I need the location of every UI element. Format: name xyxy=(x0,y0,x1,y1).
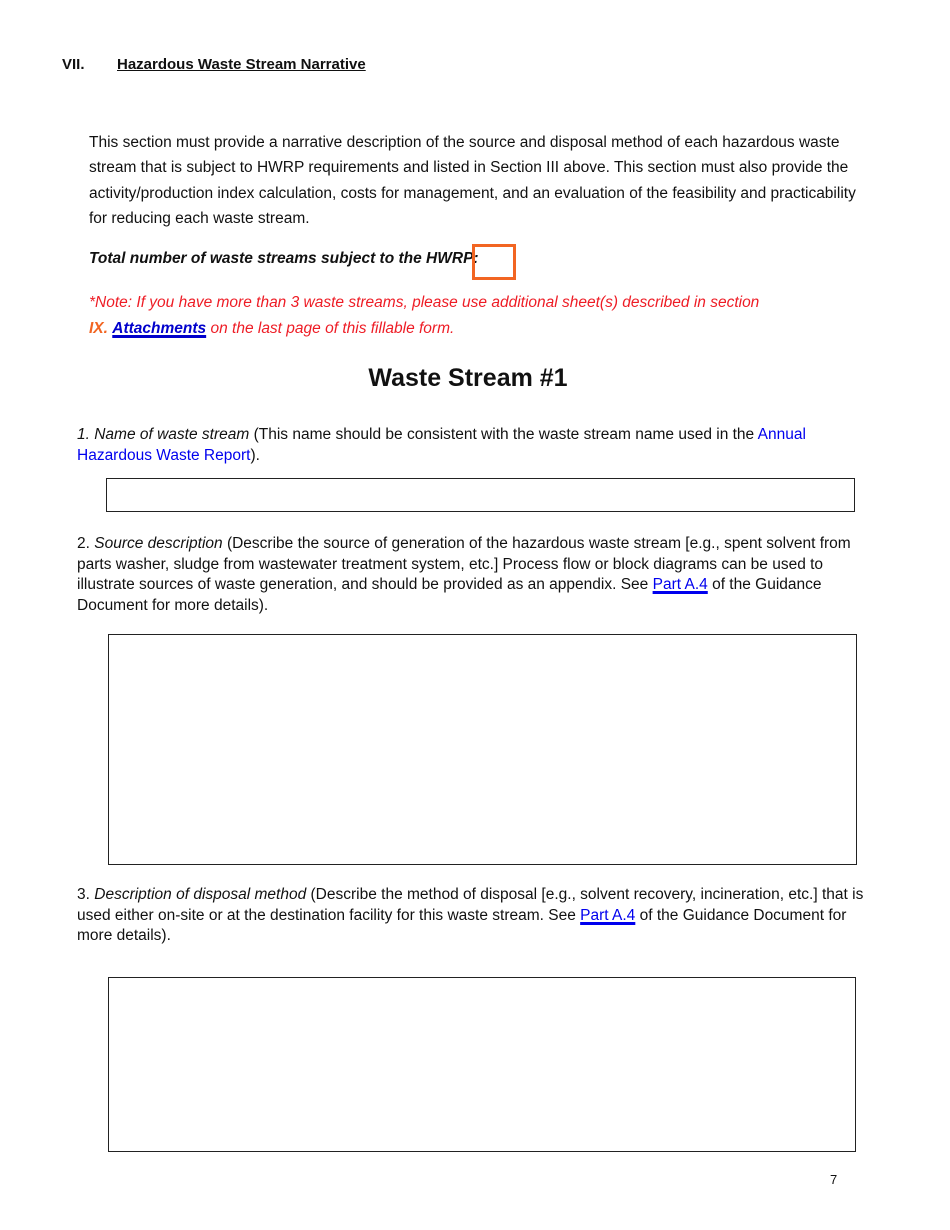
part-a4-link-1[interactable]: Part A.4 xyxy=(652,576,708,594)
section-title: Hazardous Waste Stream Narrative xyxy=(117,56,366,73)
waste-stream-title: Waste Stream #1 xyxy=(368,364,568,392)
note-text: *Note: If you have more than 3 waste streams, please use additional sheet(s) described in section xyxy=(89,294,760,311)
section-number: VII. xyxy=(62,56,85,73)
note-section-ref: IX. xyxy=(89,319,108,337)
q1-text-end: ). xyxy=(250,446,260,464)
attachments-link[interactable]: Attachments xyxy=(112,319,207,337)
q1-label: 1. Name of waste stream xyxy=(77,426,250,443)
q2-text-end: of the Guidance Document for more details). xyxy=(77,576,822,615)
disposal-method-field[interactable] xyxy=(108,977,856,1152)
total-streams-input[interactable] xyxy=(472,244,516,280)
page-number: 7 xyxy=(830,1172,838,1187)
source-description-field[interactable] xyxy=(108,634,857,865)
q1-text: (This name should be consistent with the waste stream name used in the xyxy=(253,426,755,443)
annual-report-link[interactable]: Annual Hazardous Waste Report xyxy=(77,426,806,464)
note-text-end: on the last page of this fillable form. xyxy=(210,319,455,337)
q3-prompt xyxy=(77,885,867,947)
q2-number: 2. xyxy=(77,535,90,552)
q2-prompt xyxy=(77,534,867,617)
q3-number: 3. xyxy=(77,886,90,903)
q3-label: Description of disposal method xyxy=(94,886,307,903)
part-a4-link-2[interactable]: Part A.4 xyxy=(580,906,636,924)
note-paragraph xyxy=(89,290,859,341)
q2-text: (Describe the source of generation of the hazardous waste stream [e.g., spent solvent from parts washer, sludge from wastewater treatment system, etc.] Process flow or block diagrams can be used to illustrate sources of waste generation, and should be provided as an appendix. See xyxy=(77,535,851,594)
total-streams-label: Total number of waste streams subject to the HWRP: xyxy=(89,250,479,267)
q1-prompt xyxy=(77,425,867,466)
intro-paragraph: This section must provide a narrative description of the source and disposal method of each hazardous waste stream that is subject to HWRP requirements and listed in Section III above. This section must also provide the activity/production index calculation, costs for management, and an evaluation of the feasibility and practicability for reducing each waste stream. xyxy=(89,134,856,227)
q3-text: (Describe the method of disposal [e.g., solvent recovery, incineration, etc.] that is used either on-site or at the destination facility for this waste stream. See xyxy=(77,886,864,924)
q2-label: Source description xyxy=(94,535,223,552)
q3-text-end: of the Guidance Document for more details). xyxy=(77,906,847,945)
waste-stream-name-field[interactable] xyxy=(106,478,855,512)
